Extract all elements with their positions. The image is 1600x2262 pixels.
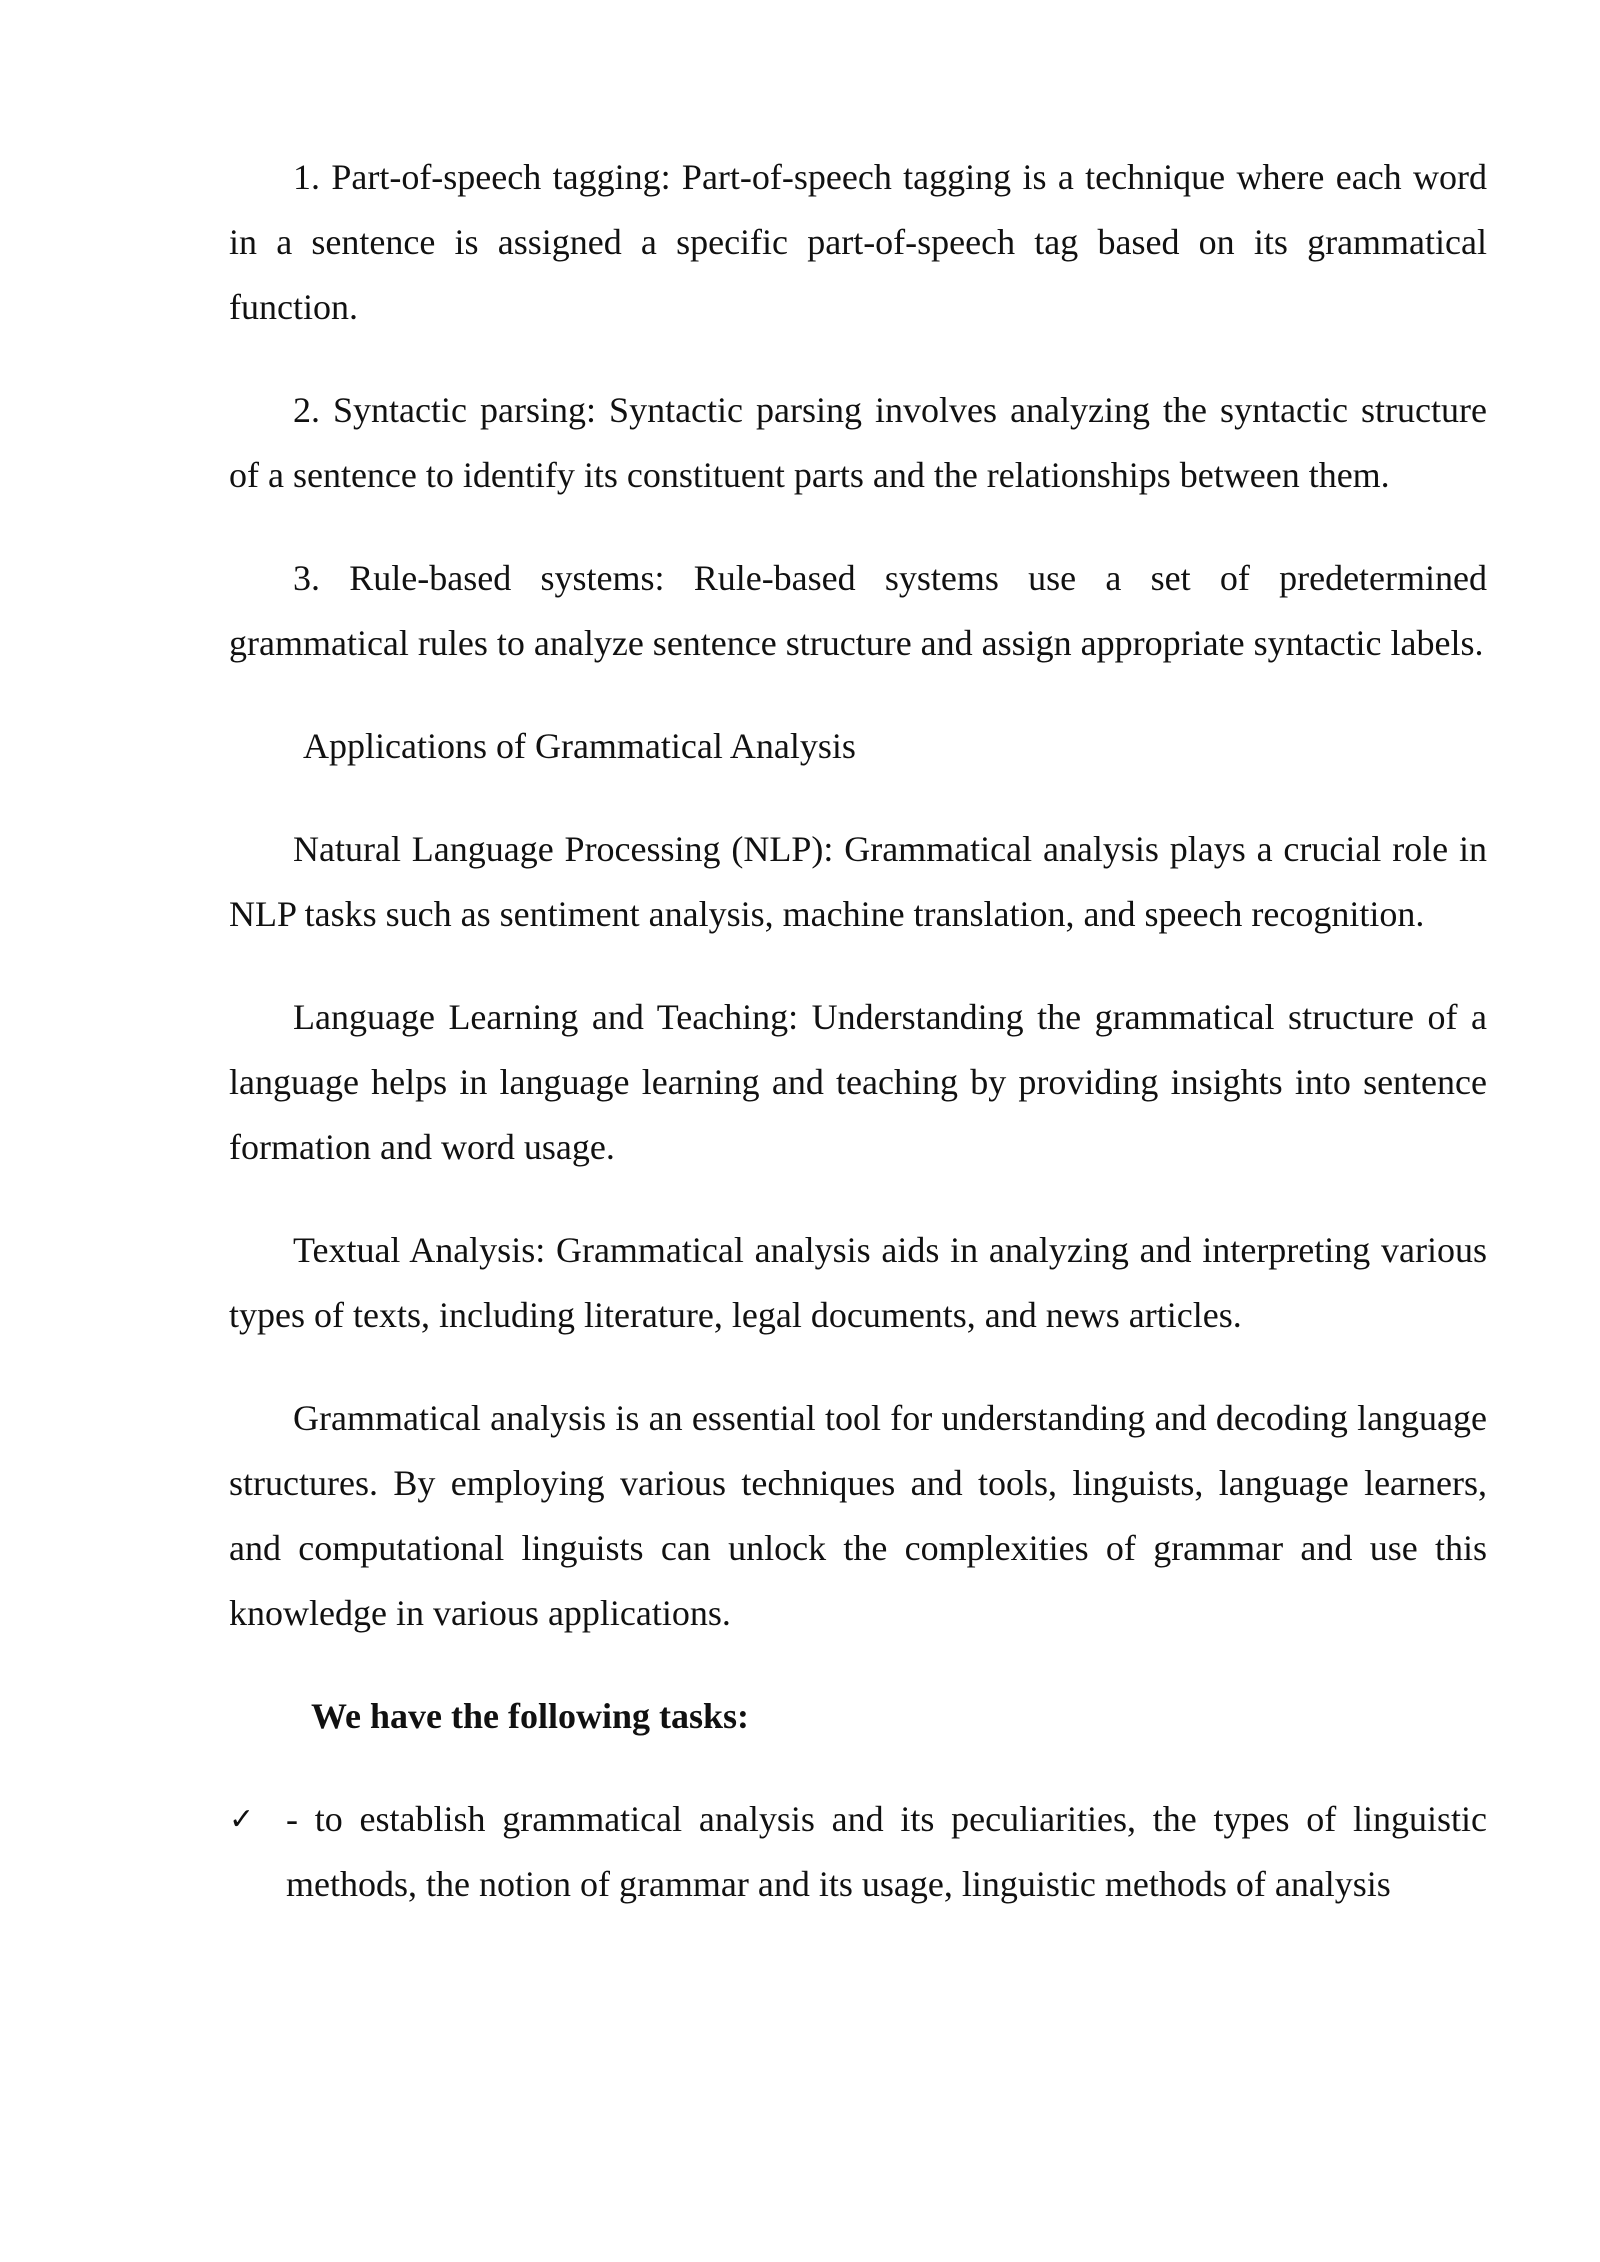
check-mark-icon: ✓: [229, 1802, 255, 1837]
document-body: [229, 145, 1487, 1917]
task-list-item: [229, 1787, 1487, 1917]
task-text: - to establish grammatical analysis and its peculiarities, the types of linguistic methods, the notion of grammar and its usage, linguistic methods of analysis: [286, 1799, 1487, 1904]
paragraph-syntactic-parsing: 2. Syntactic parsing: Syntactic parsing involves analyzing the syntactic structure of a sentence to identify its constituent parts and the relationships between them.: [229, 390, 1487, 495]
tasks-heading: We have the following tasks:: [311, 1696, 750, 1736]
paragraph-conclusion: Grammatical analysis is an essential tool for understanding and decoding language structures. By employing various techniques and tools, linguists, language learners, and computational linguists can unlock the complexities of grammar and use this knowledge in various applications.: [229, 1398, 1487, 1633]
applications-heading: Applications of Grammatical Analysis: [303, 726, 856, 766]
paragraph-language-learning: Language Learning and Teaching: Understanding the grammatical structure of a language helps in language learning and teaching by providing insights into sentence formation and word usage.: [229, 997, 1487, 1167]
paragraph-rule-based-systems: 3. Rule-based systems: Rule-based systems use a set of predetermined grammatical rules to analyze sentence structure and assign appropriate syntactic labels.: [229, 558, 1487, 663]
paragraph-pos-tagging: 1. Part-of-speech tagging: Part-of-speech tagging is a technique where each word in a sentence is assigned a specific part-of-speech tag based on its grammatical function.: [229, 157, 1487, 327]
paragraph-textual-analysis: Textual Analysis: Grammatical analysis aids in analyzing and interpreting various types of texts, including literature, legal documents, and news articles.: [229, 1230, 1487, 1335]
paragraph-nlp: Natural Language Processing (NLP): Grammatical analysis plays a crucial role in NLP tasks such as sentiment analysis, machine translation, and speech recognition.: [229, 829, 1487, 934]
